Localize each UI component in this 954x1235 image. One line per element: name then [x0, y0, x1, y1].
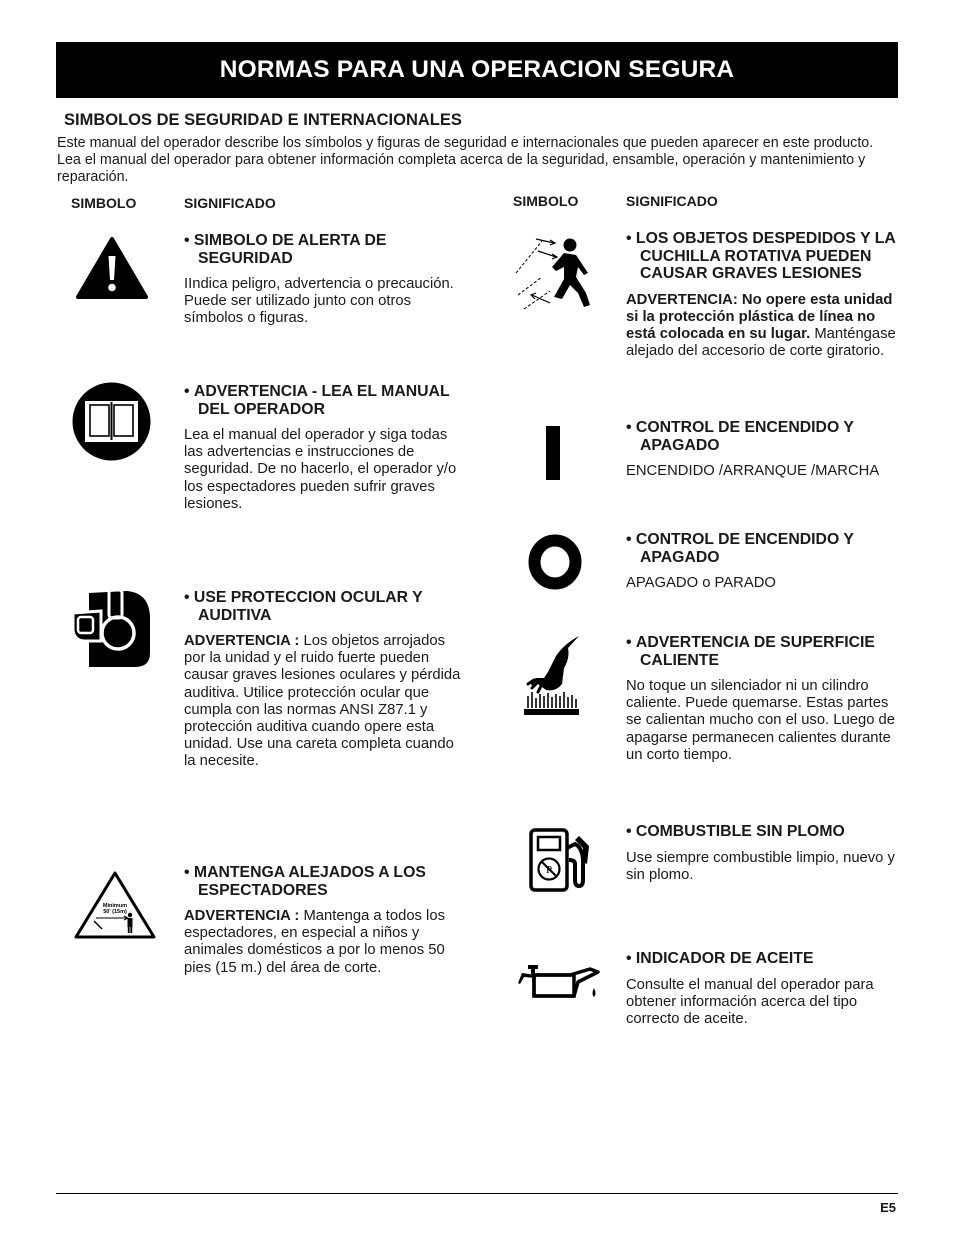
unleaded-fuel-pump-icon — [529, 828, 591, 892]
entry-title: • ADVERTENCIA - LEA EL MANUAL DEL OPERADOR — [184, 383, 462, 418]
entry-hot-surface — [626, 634, 898, 764]
hot-surface-icon — [522, 634, 580, 716]
entry-description: Use siempre combustible limpio, nuevo y sin plomo. — [626, 849, 895, 883]
entry-title: • SIMBOLO DE ALERTA DE SEGURIDAD — [184, 232, 462, 267]
section-title: SIMBOLOS DE SEGURIDAD E INTERNACIONALES — [64, 111, 462, 129]
entry-body — [626, 575, 898, 592]
entry-read-manual — [184, 383, 462, 513]
entry-description: No toque un silenciador ni un cilindro caliente. Puede quemarse. Estas partes se calientan mucho con el uso. Luego de apagarse permanecen calientes durante un corto tiempo. — [626, 678, 895, 763]
left-meaning-column-header: SIGNIFICADO — [184, 195, 276, 211]
bystander-icon-distance-label: 50' (15m) — [103, 909, 127, 915]
entry-power-off — [626, 531, 898, 592]
left-symbol-column-header: SIMBOLO — [71, 195, 137, 211]
entry-body — [626, 850, 898, 884]
right-meaning-column-header: SIGNIFICADO — [626, 193, 718, 209]
entry-title: • CONTROL DE ENCENDIDO Y APAGADO — [626, 419, 898, 454]
entry-keep-bystanders-away — [184, 864, 462, 977]
bystander-icon-minimum-label: Minimum — [102, 903, 128, 909]
keep-bystanders-away-icon — [74, 871, 156, 939]
entry-title: • ADVERTENCIA DE SUPERFICIE CALIENTE — [626, 634, 898, 669]
entry-description: APAGADO o PARADO — [626, 575, 776, 591]
entry-description: Los objetos arrojados por la unidad y el ruido fuerte pueden causar graves lesiones oculares y pérdida auditiva. Utilice protección ocular que cumpla con las normas ANSI Z87.1 y protección auditiva cuando opere esta unidad. Use una careta completa cuando la necesite. — [184, 633, 461, 770]
entry-description: Manténgase alejado del accesorio de corte giratorio. — [626, 325, 896, 360]
oil-can-icon — [518, 964, 600, 1002]
entry-body — [626, 977, 898, 1029]
entry-body — [184, 276, 462, 328]
safety-alert-triangle-icon — [75, 236, 149, 300]
entry-title: • CONTROL DE ENCENDIDO Y APAGADO — [626, 531, 898, 566]
warning-label: ADVERTENCIA : — [184, 908, 300, 924]
entry-description: ENCENDIDO /ARRANQUE /MARCHA — [626, 463, 880, 479]
entry-eye-ear-protection — [184, 589, 462, 771]
entry-body — [184, 633, 462, 771]
warning-label: ADVERTENCIA: No opere esta unidad si la protección plástica de línea no está colocada en su lugar. — [626, 291, 893, 342]
entry-title: • COMBUSTIBLE SIN PLOMO — [626, 823, 898, 841]
entry-body — [184, 427, 462, 513]
entry-body — [626, 463, 898, 480]
thrown-objects-icon — [514, 233, 594, 313]
page-header-banner — [56, 42, 898, 98]
eye-ear-protection-icon — [71, 589, 151, 669]
entry-description: Lea el manual del operador y siga todas las advertencias e instrucciones de seguridad. De no hacerlo, el operador y/o los espectadores pueden sufrir graves lesiones. — [184, 427, 457, 512]
entry-body — [626, 678, 898, 764]
entry-title: • LOS OBJETOS DESPEDIDOS Y LA CUCHILLA ROTATIVA PUEDEN CAUSAR GRAVES LESIONES — [626, 230, 898, 283]
entry-description: IIndica peligro, advertencia o precaución. Puede ser utilizado junto con otros símbolos o figuras. — [184, 276, 454, 327]
entry-body — [626, 292, 898, 361]
entry-oil-indicator — [626, 950, 898, 1028]
entry-unleaded-fuel — [626, 823, 898, 884]
section-intro: Este manual del operador describe los símbolos y figuras de seguridad e internacionales que pueden aparecer en este producto. Lea el manual del operador para obtener información completa acerca de la seguridad, ensamble, operación y mantenimiento y reparación. — [57, 135, 874, 185]
entry-body — [184, 908, 462, 977]
entry-safety-alert — [184, 232, 462, 328]
page-title: NORMAS PARA UNA OPERACION SEGURA — [219, 56, 735, 83]
footer-divider — [56, 1193, 898, 1194]
entry-title: • USE PROTECCION OCULAR Y AUDITIVA — [184, 589, 462, 624]
right-symbol-column-header: SIMBOLO — [513, 193, 579, 209]
power-off-icon — [528, 534, 582, 590]
warning-label: ADVERTENCIA : — [184, 633, 300, 649]
entry-power-on — [626, 419, 898, 480]
entry-thrown-objects — [626, 230, 898, 360]
entry-title: • MANTENGA ALEJADOS A LOS ESPECTADORES — [184, 864, 462, 899]
entry-title: • INDICADOR DE ACEITE — [626, 950, 898, 968]
entry-description: Consulte el manual del operador para obtener información acerca del tipo correcto de aceite. — [626, 976, 874, 1027]
page-number: E5 — [880, 1200, 896, 1215]
read-manual-book-icon — [72, 382, 151, 461]
entry-description: Mantenga a todos los espectadores, en especial a niños y animales domésticos a por lo menos 50 pies (15 m.) del área de corte. — [184, 908, 445, 976]
power-on-icon — [546, 426, 560, 480]
svg-text:P: P — [545, 864, 553, 876]
